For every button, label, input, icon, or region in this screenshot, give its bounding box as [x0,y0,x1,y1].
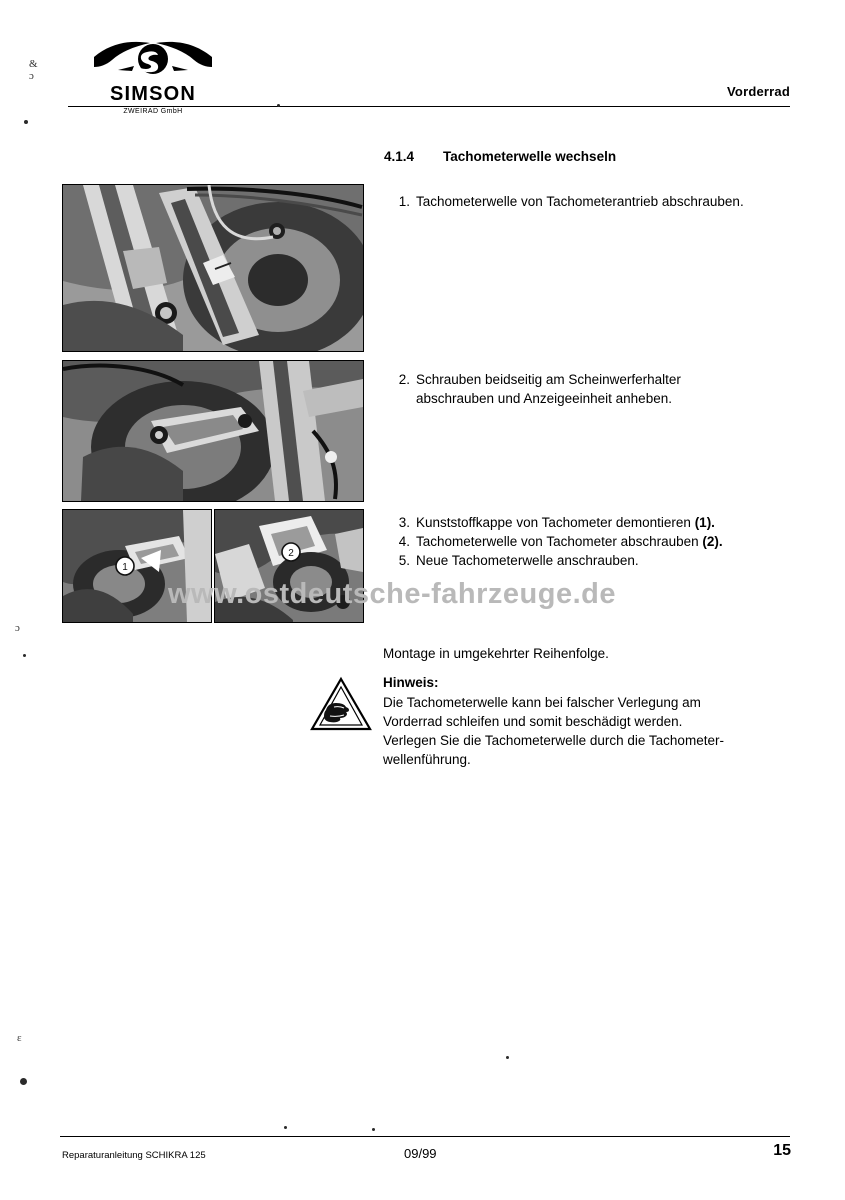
step-text-main: Tachometerwelle von Tachometer abschrauben [416,534,703,549]
step-number: 4. [398,534,410,549]
brand-logo [88,40,218,115]
step-text [416,513,770,532]
footer-date: 09/99 [404,1146,437,1161]
step-text: Tachometerwelle von Tachometerantrieb abschrauben. [416,194,744,209]
footer-divider [60,1136,790,1137]
svg-text:1: 1 [122,562,128,573]
scan-artifact: ɔ [15,622,20,634]
chapter-title: Vorderrad [727,84,790,99]
scan-artifact [23,654,26,657]
scan-artifact [284,1126,287,1129]
step-ref-marker: (1). [694,515,715,530]
footer-document-title: Reparaturanleitung SCHIKRA 125 [62,1150,206,1161]
brand-subtitle: ZWEIRAD GmbH [123,108,183,115]
step-number: 1. [398,194,410,209]
front-wheel-speedometer-drive-photo [62,184,364,352]
svg-text:2: 2 [288,548,294,559]
step-item [390,551,770,570]
scan-artifact: ɛ [17,1032,22,1044]
speedometer-plastic-cap-photo [62,509,212,623]
warning-line-3: Verlegen Sie die Tachometerwelle durch die Tachometer- [383,733,724,748]
page-title: Tachometerwelle wechseln [443,149,617,164]
step-item [390,513,770,532]
scan-artifact: & [29,58,38,70]
step-item [390,370,750,408]
warning-line-2: Vorderrad schleifen und somit beschädigt werden. [383,714,683,729]
step-text [416,532,770,551]
warning-title: Hinweis: [383,675,439,690]
page-header [60,40,790,120]
step-text: Neue Tachometerwelle anschrauben. [416,553,639,568]
warning-line-4: wellenführung. [383,752,471,767]
scan-artifact [372,1128,375,1131]
speedometer-cable-nut-photo [214,509,364,623]
page-number: 15 [773,1142,791,1159]
brand-name: SIMSON [109,83,197,105]
step-item [390,192,790,211]
scan-artifact [24,120,28,124]
section-number: 4.1.4 [384,149,415,164]
warning-text [383,693,783,769]
step-number: 2. [398,372,410,387]
watermark: www.ostdeutsche-fahrzeuge.de [168,578,616,610]
step-text-main: Kunststoffkappe von Tachometer demontieren [416,515,695,530]
scan-artifact [20,1078,27,1085]
scan-artifact: ɔ [29,70,34,82]
step-number: 5. [398,553,410,568]
step-item [390,532,770,551]
hand-pointing-warning-triangle-icon [310,676,372,732]
step-ref-marker: (2). [702,534,723,549]
assembly-note: Montage in umgekehrter Reihenfolge. [383,646,609,661]
scan-artifact [277,104,280,107]
header-divider [68,106,790,107]
headlight-bracket-screws-photo [62,360,364,502]
step-number: 3. [398,515,410,530]
scan-artifact [506,1056,509,1059]
warning-line-1: Die Tachometerwelle kann bei falscher Verlegung am [383,695,701,710]
simson-swallow-logo-icon [88,40,218,82]
step-text: Schrauben beidseitig am Scheinwerferhalter abschrauben und Anzeigeeinheit anheben. [416,372,681,406]
